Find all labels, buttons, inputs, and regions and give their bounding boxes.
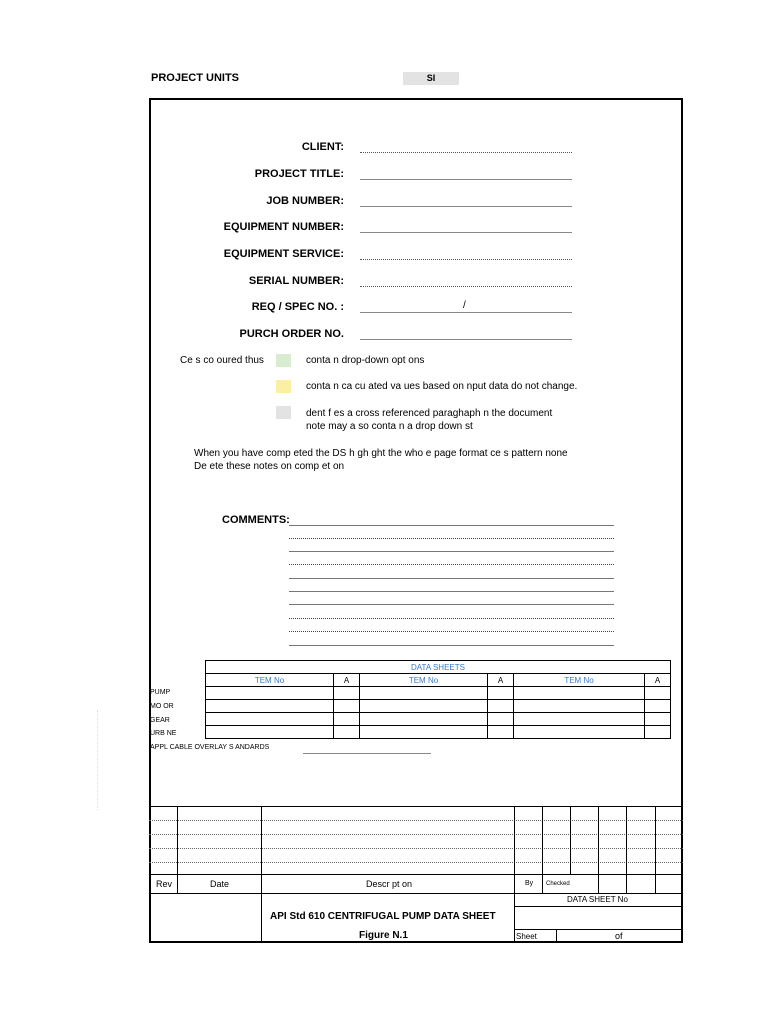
- item-no-header: TEM No: [360, 674, 488, 687]
- purch-order-label: PURCH ORDER NO.: [239, 328, 344, 340]
- pump-cell[interactable]: [206, 687, 334, 700]
- comment-line[interactable]: [289, 551, 614, 552]
- row-label-gear: GEAR: [150, 717, 170, 724]
- item-no-header: TEM No: [206, 674, 334, 687]
- grey-swatch: [276, 406, 291, 419]
- legend-grey-text-1: dent f es a cross referenced paraghaph n the document: [306, 408, 553, 419]
- motor-cell[interactable]: [206, 700, 334, 713]
- motor-cell[interactable]: [514, 700, 645, 713]
- turbine-cell[interactable]: [514, 726, 645, 739]
- data-sheet-no-label: DATA SHEET No: [567, 895, 628, 904]
- gear-cell[interactable]: [206, 713, 334, 726]
- comment-line[interactable]: [289, 564, 614, 565]
- date-header: Date: [210, 879, 230, 889]
- data-sheets-table: [205, 660, 671, 739]
- gear-rev-cell[interactable]: [334, 713, 360, 726]
- notes-line-1: When you have comp eted the DS h gh ght the who e page format ce s pattern none: [194, 448, 568, 459]
- pump-cell[interactable]: [514, 687, 645, 700]
- pump-cell[interactable]: [360, 687, 488, 700]
- figure-label: Figure N.1: [359, 930, 408, 941]
- rev-row[interactable]: [149, 862, 683, 863]
- row-label-motor: MO OR: [150, 703, 174, 710]
- faint-margin-text: [97, 710, 104, 810]
- rev-header: Rev: [156, 879, 173, 889]
- equipment-service-label: EQUIPMENT SERVICE:: [223, 248, 344, 260]
- item-no-header: TEM No: [514, 674, 645, 687]
- rev-col-divider: [514, 806, 515, 943]
- sheet-divider: [556, 929, 557, 943]
- serial-number-field[interactable]: [360, 286, 572, 287]
- legend-grey-text-2: note may a so conta n a drop down st: [306, 421, 473, 432]
- rev-top-border: [149, 806, 683, 807]
- rev-col-divider: [177, 806, 178, 893]
- motor-rev-cell[interactable]: [645, 700, 671, 713]
- data-sheet-title: API Std 610 CENTRIFUGAL PUMP DATA SHEET: [270, 911, 496, 922]
- comment-line[interactable]: [289, 578, 614, 579]
- pump-rev-cell[interactable]: [334, 687, 360, 700]
- motor-cell[interactable]: [360, 700, 488, 713]
- project-title-field[interactable]: [360, 179, 572, 180]
- turbine-rev-cell[interactable]: [645, 726, 671, 739]
- motor-rev-cell[interactable]: [488, 700, 514, 713]
- gear-rev-cell[interactable]: [645, 713, 671, 726]
- client-label: CLIENT:: [301, 141, 344, 153]
- job-number-field[interactable]: [360, 206, 572, 207]
- gear-rev-cell[interactable]: [488, 713, 514, 726]
- overlay-standards-label: APPL CABLE OVERLAY S ANDARDS: [150, 744, 270, 751]
- project-units-select[interactable]: SI: [403, 72, 459, 85]
- rev-row[interactable]: [149, 848, 683, 849]
- sheet-label: Sheet: [516, 932, 537, 941]
- rev-col-divider: [598, 806, 599, 893]
- rev-col-divider: [261, 806, 262, 943]
- equipment-service-field[interactable]: [360, 259, 572, 260]
- comments-label: COMMENTS:: [222, 514, 290, 526]
- legend-intro: Ce s co oured thus: [180, 355, 264, 366]
- client-field[interactable]: [360, 152, 572, 153]
- sheet-row-divider: [514, 929, 683, 930]
- motor-rev-cell[interactable]: [334, 700, 360, 713]
- pump-rev-cell[interactable]: [645, 687, 671, 700]
- data-sheet-no-divider: [514, 906, 683, 907]
- turbine-cell[interactable]: [206, 726, 334, 739]
- rev-a-header: A: [488, 674, 514, 687]
- project-title-label: PROJECT TITLE:: [254, 168, 344, 180]
- checked-header: Checked: [546, 881, 570, 887]
- rev-row[interactable]: [149, 820, 683, 821]
- comment-line[interactable]: [289, 525, 614, 526]
- job-number-label: JOB NUMBER:: [266, 195, 344, 207]
- by-header: By: [525, 880, 534, 887]
- rev-a-header: A: [645, 674, 671, 687]
- comment-line[interactable]: [289, 631, 614, 632]
- of-label: of: [615, 931, 623, 941]
- req-spec-separator: /: [463, 300, 466, 311]
- rev-col-divider: [655, 806, 656, 893]
- green-swatch: [276, 354, 291, 367]
- project-units-label: PROJECT UNITS: [151, 72, 240, 84]
- rev-a-header: A: [334, 674, 360, 687]
- comment-line[interactable]: [289, 645, 614, 646]
- row-label-pump: PUMP: [150, 689, 171, 696]
- rev-header-bottom: [149, 893, 683, 894]
- turbine-cell[interactable]: [360, 726, 488, 739]
- row-label-turbine: URB NE: [150, 730, 177, 737]
- rev-row[interactable]: [149, 834, 683, 835]
- legend-green-text: conta n drop-down opt ons: [306, 355, 425, 366]
- req-spec-field[interactable]: [360, 312, 572, 313]
- overlay-standards-field[interactable]: [303, 753, 431, 754]
- legend-yellow-text: conta n ca cu ated va ues based on nput data do not change.: [306, 381, 578, 392]
- comment-line[interactable]: [289, 604, 614, 605]
- purch-order-field[interactable]: [360, 339, 572, 340]
- rev-header-top: [149, 874, 683, 875]
- rev-col-divider: [626, 806, 627, 893]
- equipment-number-label: EQUIPMENT NUMBER:: [223, 221, 344, 233]
- description-header: Descr pt on: [366, 879, 413, 889]
- req-spec-label: REQ / SPEC NO. :: [251, 301, 344, 313]
- rev-col-divider: [570, 806, 571, 874]
- serial-number-label: SERIAL NUMBER:: [248, 275, 344, 287]
- gear-cell[interactable]: [514, 713, 645, 726]
- data-sheets-title: DATA SHEETS: [206, 661, 671, 674]
- equipment-number-field[interactable]: [360, 232, 572, 233]
- comment-line[interactable]: [289, 538, 614, 539]
- gear-cell[interactable]: [360, 713, 488, 726]
- yellow-swatch: [276, 380, 291, 393]
- comment-line[interactable]: [289, 591, 614, 592]
- turbine-rev-cell[interactable]: [334, 726, 360, 739]
- turbine-rev-cell[interactable]: [488, 726, 514, 739]
- notes-line-2: De ete these notes on comp et on: [194, 461, 345, 472]
- pump-rev-cell[interactable]: [488, 687, 514, 700]
- rev-col-divider: [542, 806, 543, 893]
- comment-line[interactable]: [289, 618, 614, 619]
